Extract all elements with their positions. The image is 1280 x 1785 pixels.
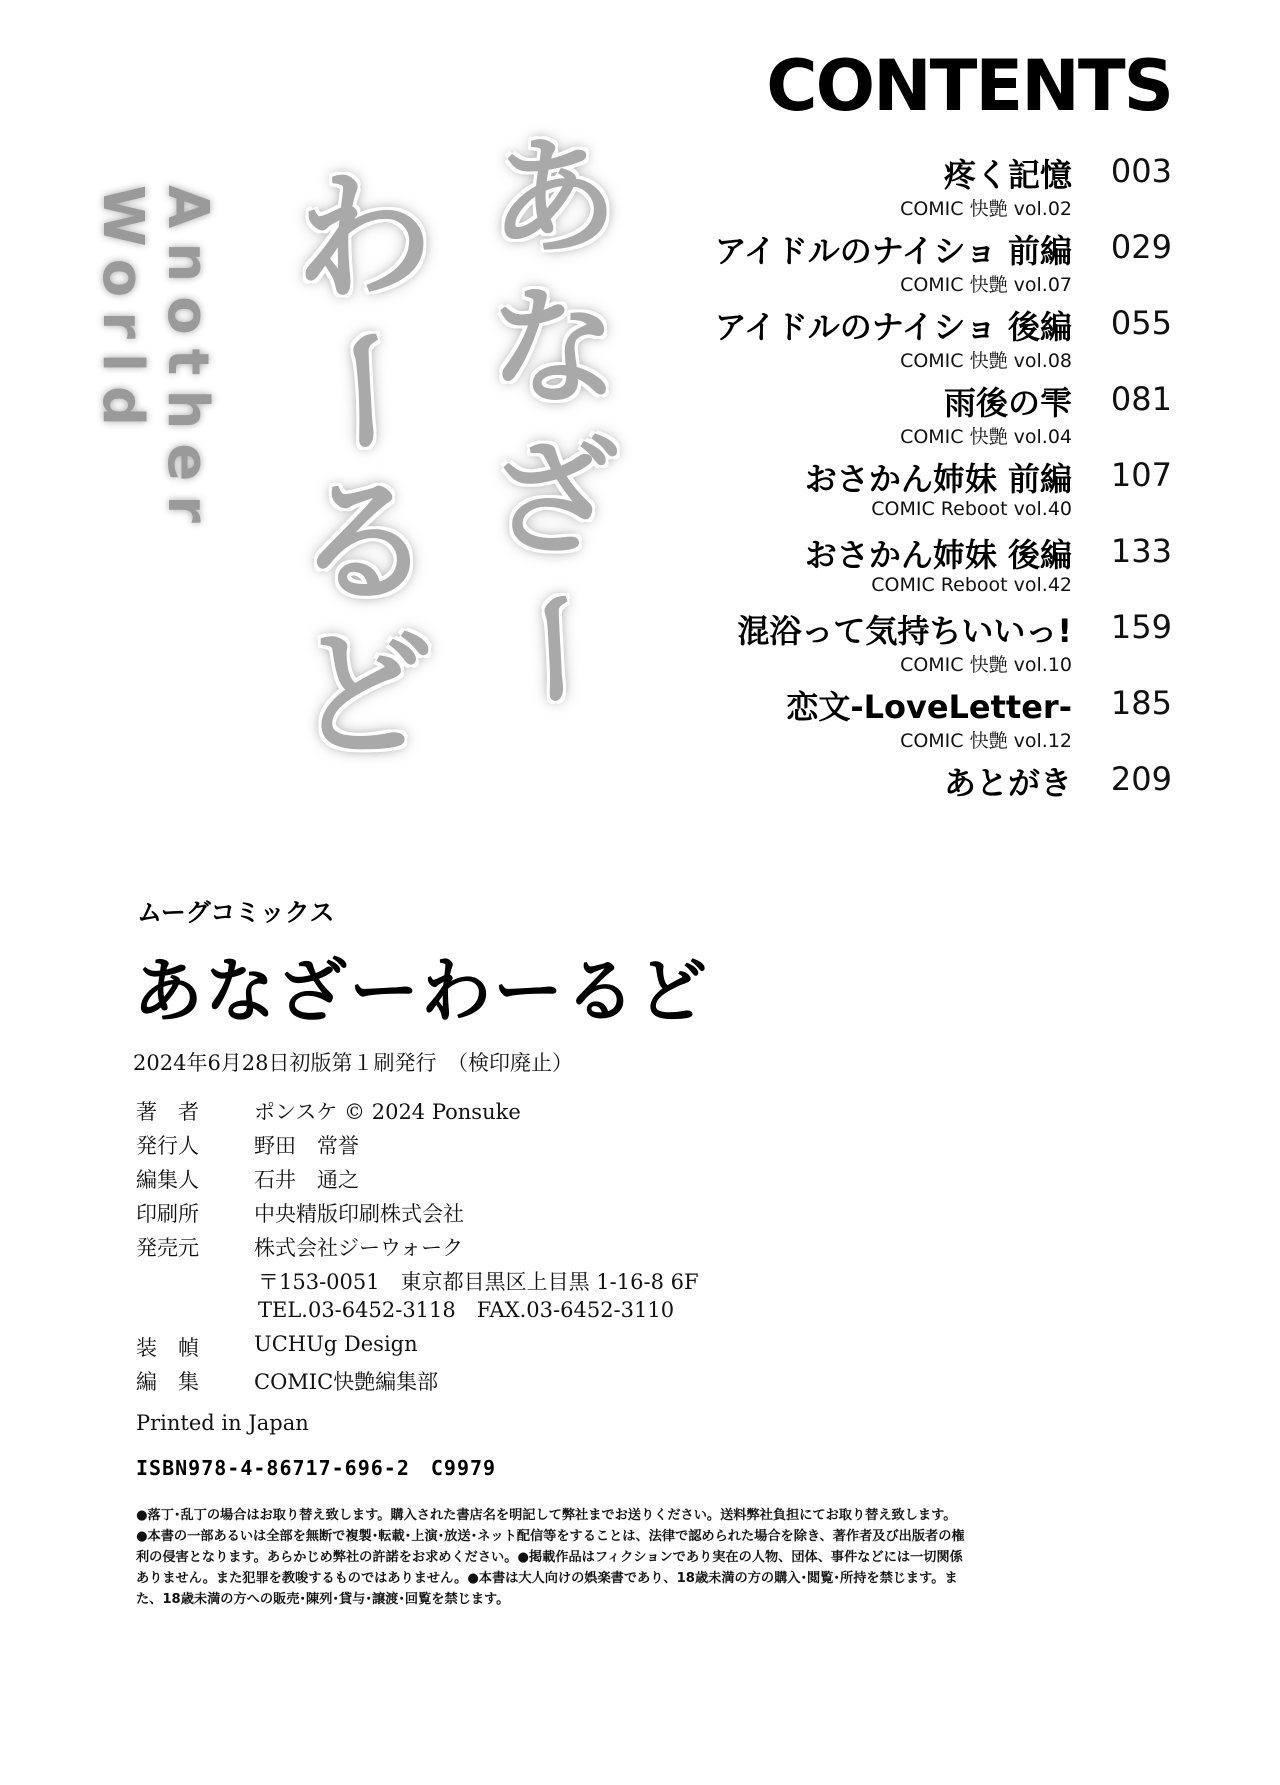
toc-item (612, 682, 1172, 758)
address-line: 〒153-0051 東京都目黒区上目黒 1-16-8 6F (258, 1270, 699, 1294)
credit-value: 野田 常誉 (254, 1134, 359, 1158)
logo-subtitle: Another World (90, 185, 220, 537)
contents-heading: CONTENTS (766, 45, 1172, 127)
credit-key: 印刷所 (136, 1202, 199, 1226)
credit-value: 石井 通之 (254, 1168, 359, 1192)
toc-page-number: 003 (1110, 152, 1172, 190)
logo-char: わ (295, 158, 434, 319)
toc-item (612, 530, 1172, 606)
toc-item (612, 378, 1172, 454)
book-title: あなざーわーるど (133, 950, 709, 1032)
logo-char: る (295, 462, 434, 623)
toc-page-number: 081 (1110, 380, 1172, 418)
toc-source: COMIC 快艶 vol.07 (900, 274, 1072, 296)
toc-source: COMIC 快艶 vol.02 (900, 198, 1072, 220)
logo-column-right (480, 124, 630, 735)
toc-page-number: 185 (1110, 684, 1172, 722)
logo-char: ざ (490, 424, 619, 573)
toc-item (612, 150, 1172, 226)
logo-char: な (490, 274, 619, 423)
toc-item (612, 454, 1172, 530)
isbn-code: ISBN978-4-86717-696-2 C9979 (136, 1456, 497, 1480)
toc-page-number: 133 (1110, 532, 1172, 570)
edition-line: 2024年6月28日初版第１刷発行 （検印廃止） (133, 1051, 574, 1075)
toc-item (612, 226, 1172, 302)
toc-item (612, 606, 1172, 682)
toc-page-number: 107 (1110, 456, 1172, 494)
toc-page-number: 209 (1110, 760, 1172, 798)
credit-value: ポンスケ © 2024 Ponsuke (254, 1100, 521, 1124)
toc-page-number: 055 (1110, 304, 1172, 342)
credit-value: COMIC快艶編集部 (254, 1370, 439, 1394)
toc-title: 混浴って気持ちいいっ! (737, 612, 1072, 650)
logo-column-middle (284, 158, 446, 778)
credit-key: 著 者 (136, 1100, 199, 1124)
toc-source: COMIC 快艶 vol.08 (900, 350, 1072, 372)
toc-source: COMIC 快艶 vol.04 (900, 426, 1072, 448)
toc-title: おさかん姉妹 前編 (804, 460, 1072, 498)
toc-title: あとがき (943, 764, 1072, 802)
imprint-label: ムーグコミックス (137, 898, 335, 927)
toc-title: 疼く記憶 (943, 156, 1072, 194)
logo-char: あ (490, 124, 619, 273)
toc-title: アイドルのナイショ 後編 (714, 308, 1072, 346)
printed-in: Printed in Japan (136, 1411, 309, 1435)
credit-value: 株式会社ジーウォーク (254, 1236, 464, 1260)
credit-key: 発売元 (136, 1236, 199, 1260)
toc-source: COMIC Reboot vol.40 (871, 498, 1072, 520)
logo-char: ー (284, 321, 446, 461)
logo-char: ど (295, 614, 434, 775)
contact-line: TEL.03-6452-3118 FAX.03-6452-3110 (258, 1298, 675, 1322)
credit-key: 装 幀 (136, 1336, 199, 1360)
credit-value: 中央精版印刷株式会社 (254, 1202, 464, 1226)
toc-item (612, 758, 1172, 834)
toc-page-number: 029 (1110, 228, 1172, 266)
toc-title: アイドルのナイショ 前編 (714, 232, 1072, 270)
toc-source: COMIC 快艶 vol.10 (900, 654, 1072, 676)
toc-page-number: 159 (1110, 608, 1172, 646)
toc-source: COMIC Reboot vol.42 (871, 574, 1072, 596)
toc-title: 雨後の雫 (943, 384, 1072, 422)
credit-value: UCHUg Design (254, 1332, 418, 1356)
legal-notice: ●落丁･乱丁の場合はお取り替え致します。購入された書店名を明記して弊社までお送りください。送料弊社負担にてお取り替え致します。●本書の一部あるいは全部を無断で複製･転載･上演･放送･ネット配信等をすることは、法律で認められた場合を除き、著作者及び出版者の権利の侵害となります。あらかじめ弊社の許諾をお求めください。●掲載作品はフィクションであり実在の人物、団体、事件などには一切関係ありません。また犯罪を教唆するものではありません。●本書は大人向けの娯楽書であり、18歳未満の方の購入･閲覧･所持を禁じます。また、18歳未満の方への販売･陳列･貸与･譲渡･回覧を禁じます。 (136, 1508, 965, 1607)
credit-key: 編集人 (136, 1168, 199, 1192)
title-logo (90, 124, 630, 825)
toc-source: COMIC 快艶 vol.12 (900, 730, 1072, 752)
toc-item (612, 302, 1172, 378)
credit-key: 編 集 (136, 1370, 199, 1394)
credit-key: 発行人 (136, 1134, 199, 1158)
logo-char: ー (480, 584, 630, 714)
toc-title: おさかん姉妹 後編 (804, 536, 1072, 574)
table-of-contents (612, 150, 1172, 834)
toc-title: 恋文-LoveLetter- (786, 688, 1072, 726)
